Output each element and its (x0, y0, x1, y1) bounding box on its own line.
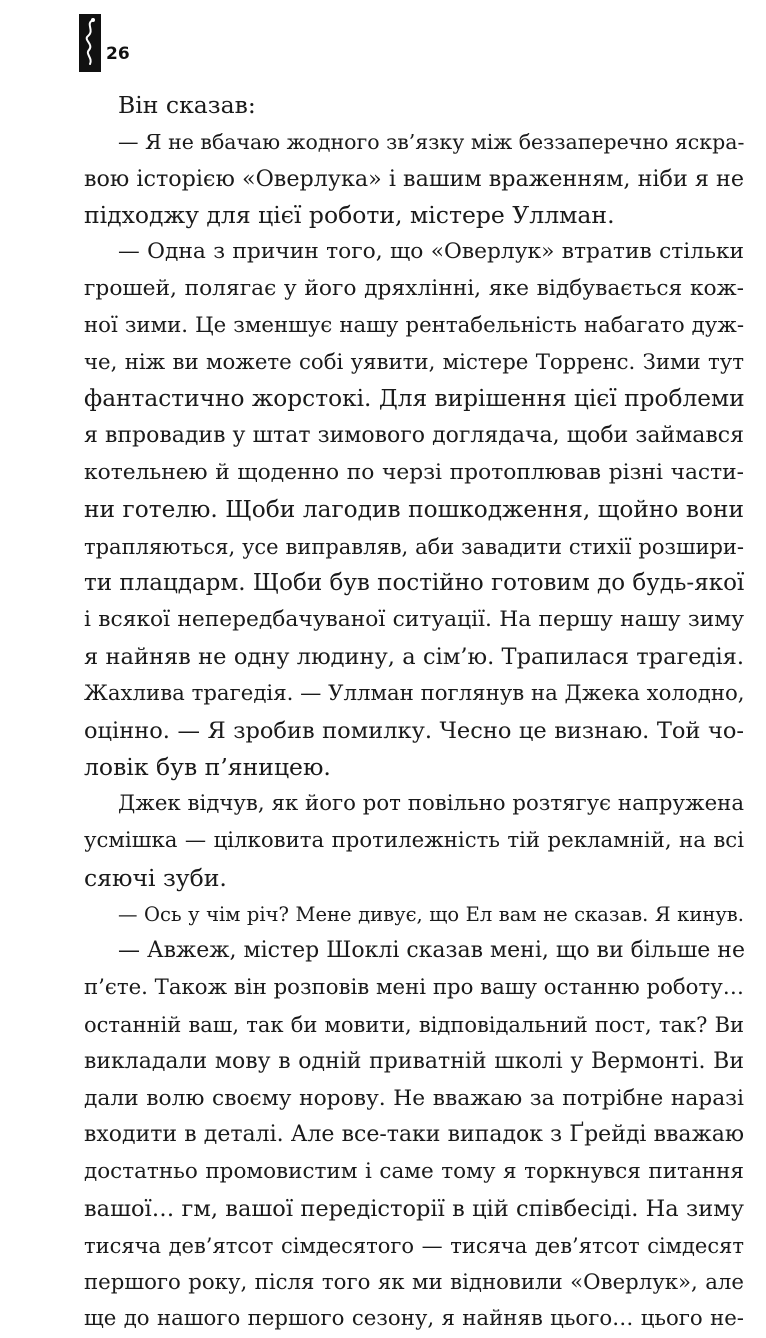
text-line: я впровадив у штат зимового доглядача, щоби займався (84, 423, 744, 449)
text-line: я найняв не одну людину, а сім’ю. Трапилася трагедія. (84, 643, 744, 670)
text-line: ти плацдарм. Щоби був постійно готовим до будь-якої (84, 570, 745, 597)
text-line: — Ось у чім річ? Мене дивує, що Ел вам не сказав. Я кинув. (118, 902, 744, 926)
text-line: сяючі зуби. (84, 863, 227, 892)
text-line: дали волю своєму норову. Не вважаю за потрібне наразі (84, 1085, 744, 1111)
text-line: грошей, полягає у його дряхлінні, яке відбувається кож- (84, 275, 744, 301)
body-text (84, 87, 744, 1338)
stylized-snake-icon (79, 14, 101, 72)
text-line: вою історією «Оверлука» і вашим враженням, ніби я не (84, 165, 744, 192)
text-line: котельнею й щоденно по черзі протоплював різні части- (84, 459, 744, 485)
text-line: оцінно. — Я зробив помилку. Чесно це визнаю. Той чо- (84, 717, 744, 744)
text-line: і всякої непередбачуваної ситуації. На першу нашу зиму (84, 607, 744, 633)
text-line: ни готелю. Щоби лагодив пошкодження, щойно вони (84, 495, 744, 523)
text-line: достатньо промовистим і саме тому я торкнувся питання (84, 1159, 744, 1185)
page-number: 26 (106, 44, 130, 64)
text-line: першого року, після того як ми відновили «Оверлук», але (84, 1269, 744, 1295)
text-line: — Я не вбачаю жодного зв’язку між беззаперечно яскра- (118, 129, 745, 154)
text-line: вашої… гм, вашої передісторії в цій співбесіді. На зиму (84, 1195, 744, 1222)
text-line: Джек відчув, як його рот повільно розтягує напружена (118, 791, 744, 817)
text-line: ної зими. Це зменшує нашу рентабельність набагато дуж- (84, 312, 744, 338)
chapter-mark (79, 14, 101, 72)
text-line: трапляються, усе виправляв, аби завадити стихії розшири- (84, 534, 744, 559)
text-line: фантастично жорстокі. Для вирішення цієї проблеми (84, 385, 745, 413)
text-line: ще до нашого першого сезону, я найняв цього… цього не- (84, 1306, 744, 1332)
text-line: п’єте. Також він розповів мені про вашу останню роботу… (84, 975, 744, 1001)
text-line: входити в деталі. Але все-таки випадок з Ґрейді вважаю (84, 1122, 744, 1148)
text-line: Він сказав: (118, 91, 256, 119)
text-line: ловік був п’яницею. (84, 753, 331, 782)
text-line: Жахлива трагедія. — Уллман поглянув на Джека холодно, (84, 680, 745, 706)
text-line: — Одна з причин того, що «Оверлук» втратив стільки (118, 239, 744, 265)
text-line: че, ніж ви можете собі уявити, містере Торренс. Зими тут (84, 349, 744, 375)
text-line: останній ваш, так би мовити, відповідальний пост, так? Ви (84, 1012, 744, 1037)
text-line: викладали мову в одній приватній школі у Вермонті. Ви (84, 1048, 744, 1074)
text-line: тисяча дев’ятсот сімдесятого — тисяча дев’ятсот сімдесят (84, 1233, 744, 1258)
text-line: підходжу для цієї роботи, містере Уллман. (84, 201, 615, 230)
text-line: усмішка — цілковита протилежність тій рекламній, на всі (84, 827, 744, 853)
text-line: — Авжеж, містер Шоклі сказав мені, що ви більше не (118, 938, 745, 964)
